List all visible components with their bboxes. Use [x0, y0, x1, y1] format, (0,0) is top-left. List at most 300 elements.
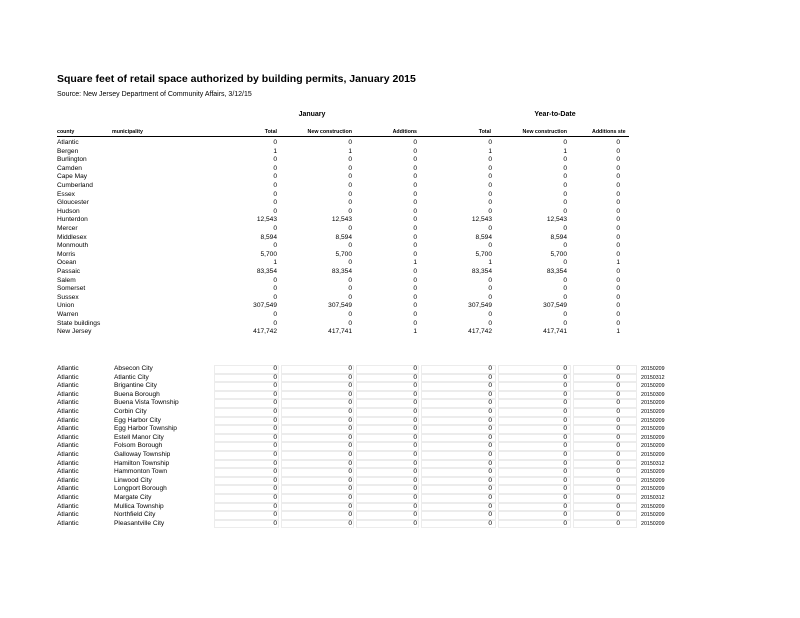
page-title: Square feet of retail space authorized by building permits, January 2015 [57, 73, 416, 85]
date-code: 20150209 [641, 520, 665, 527]
county-name: Camden [57, 164, 82, 172]
date-code: 20150209 [641, 512, 665, 519]
value-yn: 0 [563, 399, 567, 407]
value-jn: 0 [348, 207, 352, 215]
value-jn: 0 [348, 408, 352, 415]
county-name: Atlantic [57, 468, 79, 476]
value-jn: 0 [348, 425, 352, 433]
value-jn: 0 [348, 276, 352, 284]
value-jn: 0 [348, 519, 352, 527]
county-name: Atlantic [57, 399, 79, 407]
municipality-name: Egg Harbor Township [114, 425, 177, 433]
value-yt: 0 [488, 199, 492, 207]
value-jn: 0 [348, 485, 352, 493]
municipality-name: Buena Vista Township [114, 399, 179, 407]
value-jn: 0 [348, 242, 352, 250]
value-ya: 0 [616, 390, 620, 398]
value-jt: 0 [273, 242, 277, 250]
value-ya: 0 [616, 433, 620, 441]
value-yn: 0 [563, 285, 567, 293]
date-code: 20150209 [641, 477, 665, 484]
value-ja: 0 [413, 216, 417, 224]
value-ya: 0 [616, 276, 620, 284]
value-yn: 0 [563, 476, 567, 484]
value-ja: 0 [413, 173, 417, 181]
date-code: 20150209 [641, 417, 665, 424]
value-jt: 8,594 [260, 233, 277, 241]
value-yt: 0 [488, 511, 492, 519]
value-yn: 0 [563, 451, 567, 458]
value-yt: 0 [488, 390, 492, 398]
value-yn: 0 [563, 442, 567, 450]
municipality-name: Buena Borough [114, 390, 160, 398]
county-name: Atlantic [57, 139, 79, 146]
value-jt: 1 [273, 259, 277, 267]
value-yt: 0 [488, 459, 492, 467]
value-jt: 1 [273, 147, 277, 155]
value-ya: 0 [616, 147, 620, 155]
value-ja: 0 [413, 502, 417, 510]
value-yn: 0 [563, 408, 567, 415]
value-jn: 0 [348, 416, 352, 424]
header-new-construction: New construction [307, 129, 352, 135]
county-name: Hudson [57, 207, 80, 215]
value-ja: 0 [413, 268, 417, 275]
county-name: Atlantic [57, 425, 79, 433]
value-ja: 0 [413, 390, 417, 398]
municipality-name: Brigantine City [114, 382, 157, 390]
value-ja: 0 [413, 156, 417, 164]
value-jn: 0 [348, 502, 352, 510]
county-name: Cape May [57, 173, 88, 181]
value-yn: 0 [563, 459, 567, 467]
value-yt: 0 [488, 207, 492, 215]
header-additions: Additions [392, 129, 417, 135]
value-ya: 0 [616, 285, 620, 293]
value-yt: 417,742 [468, 328, 492, 336]
value-ya: 0 [616, 425, 620, 433]
value-jt: 417,742 [253, 328, 277, 336]
value-ja: 0 [413, 433, 417, 441]
value-ya: 0 [616, 216, 620, 224]
value-jt: 0 [273, 476, 277, 484]
municipality-name: Estell Manor City [114, 433, 164, 441]
value-yn: 0 [563, 382, 567, 390]
county-name: Mercer [57, 225, 78, 232]
source-note: Source: New Jersey Department of Community Affairs, 3/12/15 [57, 91, 252, 98]
value-jt: 0 [273, 373, 277, 381]
county-name: Atlantic [57, 373, 79, 381]
value-jt: 0 [273, 433, 277, 441]
county-name: Bergen [57, 147, 79, 155]
county-name: Essex [57, 190, 75, 198]
date-code: 20150209 [641, 503, 665, 510]
value-ya: 0 [616, 399, 620, 407]
value-ja: 0 [413, 319, 417, 327]
value-yt: 0 [488, 156, 492, 164]
value-ja: 0 [413, 382, 417, 390]
value-yt: 8,594 [475, 233, 492, 241]
value-ya: 0 [616, 293, 620, 301]
value-ja: 0 [413, 164, 417, 172]
value-ya: 0 [616, 139, 620, 146]
value-yn: 0 [563, 207, 567, 215]
value-yt: 5,700 [475, 250, 492, 258]
value-jn: 417,741 [328, 328, 352, 336]
value-ja: 0 [413, 425, 417, 433]
value-yt: 0 [488, 182, 492, 189]
date-code: 20150209 [641, 486, 665, 493]
value-ja: 0 [413, 225, 417, 232]
value-jt: 0 [273, 207, 277, 215]
value-jt: 0 [273, 408, 277, 415]
value-ja: 0 [413, 147, 417, 155]
value-ja: 0 [413, 302, 417, 310]
value-yt: 83,354 [471, 268, 492, 275]
county-name: Sussex [57, 293, 79, 301]
value-ya: 0 [616, 164, 620, 172]
county-name: Gloucester [57, 199, 89, 207]
value-jt: 0 [273, 502, 277, 510]
county-name: Atlantic [57, 476, 79, 484]
value-yn: 0 [563, 139, 567, 146]
county-name: Atlantic [57, 459, 79, 467]
value-jn: 0 [348, 259, 352, 267]
value-jn: 0 [348, 433, 352, 441]
value-ja: 0 [413, 468, 417, 476]
value-ja: 0 [413, 519, 417, 527]
date-code: 20150312 [641, 495, 665, 501]
value-ya: 0 [616, 442, 620, 450]
header-municipality: municipality [112, 129, 143, 135]
value-yn: 0 [563, 173, 567, 181]
county-name: Atlantic [57, 519, 79, 527]
municipality-name: Mullica Township [114, 502, 164, 510]
value-ja: 0 [413, 408, 417, 415]
value-yt: 0 [488, 425, 492, 433]
county-name: Cumberland [57, 182, 93, 189]
municipality-name: Margate City [114, 494, 152, 501]
value-ya: 0 [616, 451, 620, 458]
municipality-name: Folsom Borough [114, 442, 163, 450]
value-ja: 0 [413, 451, 417, 458]
value-jn: 0 [348, 365, 352, 372]
value-yt: 0 [488, 365, 492, 372]
county-name: Union [57, 302, 75, 310]
value-yt: 1 [488, 259, 492, 267]
value-jt: 0 [273, 139, 277, 146]
value-jn: 0 [348, 199, 352, 207]
value-ya: 0 [616, 519, 620, 527]
value-yn: 0 [563, 425, 567, 433]
date-code: 20150209 [641, 452, 665, 458]
municipality-name: Linwood City [114, 476, 152, 484]
value-jt: 0 [273, 182, 277, 189]
value-jt: 0 [273, 390, 277, 398]
date-code: 20150312 [641, 460, 665, 467]
value-ya: 1 [616, 259, 620, 267]
value-jn: 0 [348, 399, 352, 407]
municipality-name: Atlantic City [114, 373, 149, 381]
value-ja: 0 [413, 373, 417, 381]
header-county: county [57, 129, 75, 135]
county-name: Burlington [57, 156, 87, 164]
county-name: Middlesex [57, 233, 87, 241]
value-yt: 0 [488, 468, 492, 476]
value-yn: 0 [563, 199, 567, 207]
value-ya: 0 [616, 225, 620, 232]
value-jn: 0 [348, 468, 352, 476]
value-ya: 0 [616, 199, 620, 207]
value-yt: 0 [488, 173, 492, 181]
value-ja: 0 [413, 416, 417, 424]
municipality-name: Hamilton Township [114, 459, 170, 467]
value-jn: 0 [348, 190, 352, 198]
value-ya: 0 [616, 173, 620, 181]
value-yn: 0 [563, 433, 567, 441]
value-jn: 0 [348, 182, 352, 189]
value-jt: 0 [273, 164, 277, 172]
value-yt: 12,543 [471, 216, 492, 224]
value-ya: 0 [616, 207, 620, 215]
date-code: 20150209 [641, 443, 665, 450]
county-name: Atlantic [57, 442, 79, 450]
value-ya: 0 [616, 476, 620, 484]
value-jn: 83,354 [331, 268, 352, 275]
value-yn: 0 [563, 311, 567, 318]
value-jn: 8,594 [335, 233, 352, 241]
county-name: New Jersey [57, 328, 92, 336]
value-jt: 0 [273, 425, 277, 433]
value-jt: 0 [273, 451, 277, 458]
value-ya: 0 [616, 242, 620, 250]
date-code: 20150312 [641, 374, 665, 381]
value-yt: 0 [488, 408, 492, 415]
value-yt: 0 [488, 164, 492, 172]
county-name: Salem [57, 276, 76, 284]
value-jt: 0 [273, 285, 277, 293]
value-jt: 0 [273, 311, 277, 318]
value-yn: 0 [563, 519, 567, 527]
value-jn: 0 [348, 319, 352, 327]
value-yn: 417,741 [543, 328, 567, 336]
value-yn: 0 [563, 390, 567, 398]
value-yn: 5,700 [550, 250, 567, 258]
value-ya: 0 [616, 319, 620, 327]
value-jt: 0 [273, 225, 277, 232]
header-ytd-total: Total [478, 129, 491, 135]
value-yn: 0 [563, 365, 567, 372]
value-yt: 0 [488, 433, 492, 441]
value-yn: 0 [563, 293, 567, 301]
value-yn: 0 [563, 164, 567, 172]
value-ya: 0 [616, 182, 620, 189]
value-jt: 0 [273, 416, 277, 424]
value-yt: 0 [488, 276, 492, 284]
value-ya: 0 [616, 382, 620, 390]
value-yn: 0 [563, 190, 567, 198]
county-name: Passaic [57, 268, 81, 275]
value-ya: 0 [616, 156, 620, 164]
value-ya: 0 [616, 250, 620, 258]
value-jn: 0 [348, 164, 352, 172]
value-yt: 0 [488, 285, 492, 293]
value-ya: 0 [616, 268, 620, 275]
county-name: State buildings [57, 319, 101, 327]
value-yt: 0 [488, 485, 492, 493]
header-ytd-new-construction: New construction [522, 129, 567, 135]
date-code: 20150209 [641, 400, 665, 407]
value-jt: 0 [273, 494, 277, 501]
municipality-name: Northfield City [114, 511, 156, 519]
value-yn: 1 [563, 147, 567, 155]
county-name: Warren [57, 311, 79, 318]
value-jt: 0 [273, 190, 277, 198]
value-jn: 307,549 [328, 302, 352, 310]
value-ja: 1 [413, 328, 417, 336]
value-jn: 0 [348, 494, 352, 501]
value-yn: 0 [563, 259, 567, 267]
value-jn: 0 [348, 139, 352, 146]
value-jn: 0 [348, 285, 352, 293]
value-yn: 0 [563, 468, 567, 476]
county-name: Atlantic [57, 485, 79, 493]
value-jn: 12,543 [331, 216, 352, 224]
value-ya: 0 [616, 373, 620, 381]
value-ja: 0 [413, 485, 417, 493]
value-ja: 0 [413, 182, 417, 189]
value-jn: 0 [348, 373, 352, 381]
value-ja: 0 [413, 207, 417, 215]
county-name: Atlantic [57, 451, 79, 458]
value-yt: 0 [488, 190, 492, 198]
value-jt: 307,549 [253, 302, 277, 310]
county-name: Hunterdon [57, 216, 88, 224]
value-jt: 0 [273, 442, 277, 450]
county-name: Atlantic [57, 502, 79, 510]
value-yt: 0 [488, 311, 492, 318]
value-jt: 0 [273, 156, 277, 164]
group-header-ytd: Year-to-Date [534, 111, 576, 118]
value-ja: 0 [413, 293, 417, 301]
value-ya: 0 [616, 468, 620, 476]
value-yn: 0 [563, 373, 567, 381]
date-code: 20150209 [641, 434, 665, 441]
value-jn: 0 [348, 390, 352, 398]
county-name: Atlantic [57, 382, 79, 390]
county-name: Ocean [57, 259, 77, 267]
municipality-name: Pleasantville City [114, 519, 165, 527]
value-jn: 0 [348, 382, 352, 390]
value-ja: 1 [413, 259, 417, 267]
date-code: 20150309 [641, 391, 665, 398]
date-code: 20150209 [641, 366, 665, 372]
value-ja: 0 [413, 442, 417, 450]
municipality-name: Absecon City [114, 365, 153, 372]
value-jn: 0 [348, 476, 352, 484]
value-yn: 0 [563, 156, 567, 164]
header-ytd-additions: Additions ste [592, 129, 626, 135]
value-yn: 307,549 [543, 302, 567, 310]
value-jn: 1 [348, 147, 352, 155]
value-yt: 307,549 [468, 302, 492, 310]
value-ja: 0 [413, 139, 417, 146]
value-ya: 0 [616, 365, 620, 372]
value-ja: 0 [413, 233, 417, 241]
value-yn: 0 [563, 276, 567, 284]
municipality-name: Corbin City [114, 408, 147, 415]
county-name: Atlantic [57, 433, 79, 441]
value-yn: 0 [563, 494, 567, 501]
municipality-name: Galloway Township [114, 451, 171, 458]
value-jn: 0 [348, 156, 352, 164]
county-name: Atlantic [57, 365, 79, 372]
date-code: 20150209 [641, 383, 665, 390]
value-jn: 0 [348, 173, 352, 181]
group-header-january: January [298, 111, 326, 118]
value-ya: 0 [616, 494, 620, 501]
value-jn: 0 [348, 311, 352, 318]
value-ja: 0 [413, 199, 417, 207]
value-jt: 12,543 [256, 216, 277, 224]
value-ja: 0 [413, 190, 417, 198]
date-code: 20150209 [641, 409, 665, 415]
value-jt: 0 [273, 485, 277, 493]
value-ya: 0 [616, 311, 620, 318]
value-yt: 0 [488, 293, 492, 301]
value-yt: 1 [488, 147, 492, 155]
value-yn: 0 [563, 225, 567, 232]
value-ja: 0 [413, 365, 417, 372]
value-ja: 0 [413, 494, 417, 501]
value-yt: 0 [488, 373, 492, 381]
value-ja: 0 [413, 285, 417, 293]
value-ya: 0 [616, 502, 620, 510]
value-ya: 0 [616, 459, 620, 467]
value-yt: 0 [488, 242, 492, 250]
value-ya: 0 [616, 233, 620, 241]
value-jn: 0 [348, 293, 352, 301]
value-jt: 0 [273, 276, 277, 284]
value-yt: 0 [488, 416, 492, 424]
value-yn: 8,594 [550, 233, 567, 241]
value-yn: 0 [563, 416, 567, 424]
value-yt: 0 [488, 494, 492, 501]
municipality-name: Hammonton Town [114, 468, 168, 476]
value-yt: 0 [488, 502, 492, 510]
value-ja: 0 [413, 242, 417, 250]
value-jt: 0 [273, 459, 277, 467]
value-jt: 0 [273, 399, 277, 407]
header-divider [57, 136, 629, 137]
value-ja: 0 [413, 399, 417, 407]
county-name: Somerset [57, 285, 86, 293]
value-yt: 0 [488, 442, 492, 450]
value-yn: 0 [563, 182, 567, 189]
county-name: Atlantic [57, 416, 79, 424]
value-jt: 0 [273, 319, 277, 327]
value-ya: 0 [616, 416, 620, 424]
county-name: Atlantic [57, 511, 79, 519]
value-yn: 0 [563, 319, 567, 327]
value-ja: 0 [413, 250, 417, 258]
value-yt: 0 [488, 319, 492, 327]
value-yn: 0 [563, 511, 567, 519]
value-ja: 0 [413, 311, 417, 318]
value-ya: 0 [616, 408, 620, 415]
value-jn: 0 [348, 442, 352, 450]
value-yn: 12,543 [546, 216, 567, 224]
